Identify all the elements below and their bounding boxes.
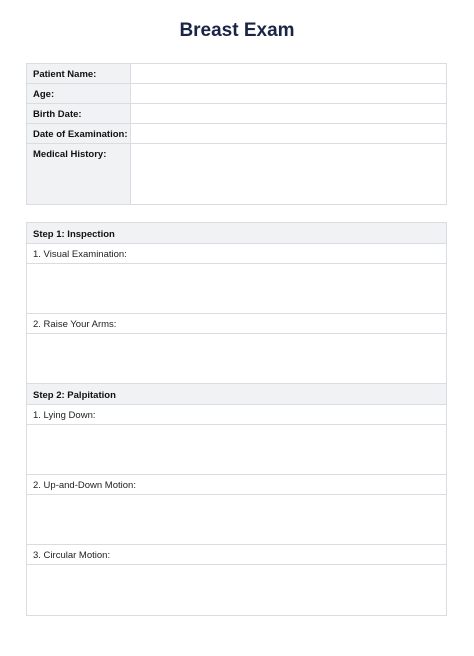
birth-date-field[interactable]	[131, 104, 446, 123]
exam-date-field[interactable]	[131, 124, 446, 143]
age-row	[27, 84, 446, 104]
birth-date-label: Birth Date:	[27, 104, 131, 123]
page-title: Breast Exam	[179, 20, 295, 41]
age-field[interactable]	[131, 84, 446, 103]
medical-history-row	[27, 144, 446, 204]
visual-examination-field[interactable]	[27, 264, 446, 314]
patient-info-table	[26, 63, 447, 205]
birth-date-row	[27, 104, 446, 124]
exam-date-row	[27, 124, 446, 144]
patient-name-field[interactable]	[131, 64, 446, 83]
step2-heading: Step 2: Palpitation	[27, 384, 446, 405]
visual-examination-label: 1. Visual Examination:	[27, 244, 446, 264]
patient-name-row	[27, 64, 446, 84]
age-label: Age:	[27, 84, 131, 103]
lying-down-field[interactable]	[27, 425, 446, 475]
exam-date-label: Date of Examination:	[27, 124, 131, 143]
medical-history-label: Medical History:	[27, 144, 131, 204]
patient-name-label: Patient Name:	[27, 64, 131, 83]
lying-down-label: 1. Lying Down:	[27, 405, 446, 425]
step1-heading: Step 1: Inspection	[27, 223, 446, 244]
raise-arms-field[interactable]	[27, 334, 446, 384]
medical-history-field[interactable]	[131, 144, 446, 204]
circular-motion-field[interactable]	[27, 565, 446, 615]
circular-motion-label: 3. Circular Motion:	[27, 545, 446, 565]
up-down-motion-field[interactable]	[27, 495, 446, 545]
up-down-motion-label: 2. Up-and-Down Motion:	[27, 475, 446, 495]
exam-steps-table	[26, 222, 447, 616]
raise-arms-label: 2. Raise Your Arms:	[27, 314, 446, 334]
